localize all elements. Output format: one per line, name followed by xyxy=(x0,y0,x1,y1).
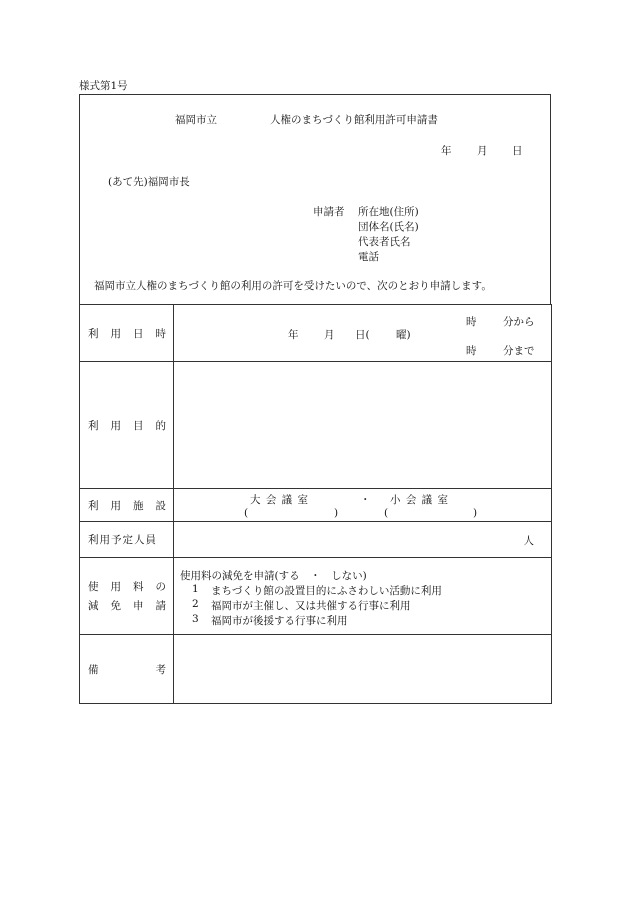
application-table xyxy=(79,304,552,704)
fee-option-3[interactable]: 福岡市が後援する行事に利用 xyxy=(211,615,348,627)
usage-year-label: 年 xyxy=(288,329,299,341)
facility-row xyxy=(80,489,552,522)
date-year-label: 年 xyxy=(441,145,452,157)
room-separator: ・ xyxy=(360,494,371,506)
expected-count-field[interactable] xyxy=(174,522,552,558)
addressee: (あて先)福岡市長 xyxy=(108,176,190,188)
usage-weekday-label: 曜) xyxy=(396,329,411,341)
fee-reduction-row xyxy=(80,558,552,635)
applicant-phone-field[interactable]: 電話 xyxy=(358,251,379,263)
fee-option-1-num: 1 xyxy=(192,583,199,595)
usage-datetime-field[interactable] xyxy=(174,305,552,362)
fee-option-2-num: 2 xyxy=(192,598,199,610)
person-unit: 人 xyxy=(523,535,534,547)
applicant-org-name-field[interactable]: 団体名(氏名) xyxy=(358,221,419,233)
fee-reduction-field xyxy=(174,558,552,635)
fee-option-3-num: 3 xyxy=(192,613,199,625)
applicant-representative-field[interactable]: 代表者氏名 xyxy=(358,236,411,248)
purpose-label: 利 用 目 的 xyxy=(80,362,174,489)
date-month-label: 月 xyxy=(477,145,488,157)
applicant-address-field[interactable]: 所在地(住所) xyxy=(358,206,419,218)
date-day-label: 日 xyxy=(512,145,523,157)
end-hour-label: 時 xyxy=(466,345,477,357)
fee-reduction-question[interactable]: 使用料の減免を申請(する ・ しない) xyxy=(180,570,367,582)
large-room-option[interactable]: 大 会 議 室 xyxy=(250,494,310,506)
start-hour-label: 時 xyxy=(466,316,477,328)
small-room-paren-open: ( xyxy=(384,507,389,519)
remarks-row xyxy=(80,635,552,704)
fee-option-1[interactable]: まちづくり館の設置目的にふさわしい活動に利用 xyxy=(211,585,442,597)
applicant-label: 申請者 xyxy=(313,206,345,218)
large-room-paren-open: ( xyxy=(244,507,249,519)
small-room-paren-close: ) xyxy=(473,507,478,519)
remarks-field[interactable] xyxy=(174,635,552,704)
end-until-label: 分まで xyxy=(503,345,535,357)
large-room-paren-close: ) xyxy=(334,507,339,519)
usage-datetime-label: 利 用 日 時 xyxy=(80,305,174,362)
declaration-text: 福岡市立人権のまちづくり館の利用の許可を受けたいので、次のとおり申請します。 xyxy=(94,280,492,292)
remarks-label: 備 考 xyxy=(80,635,174,704)
form-number: 様式第1号 xyxy=(79,80,128,92)
fee-option-2[interactable]: 福岡市が主催し、又は共催する行事に利用 xyxy=(211,600,411,612)
usage-datetime-row xyxy=(80,305,552,362)
fee-reduction-label: 使 用 料 の 減 免 申 請 xyxy=(80,558,174,635)
form-title-prefix: 福岡市立 xyxy=(175,114,217,126)
usage-day-label: 日( xyxy=(355,329,370,341)
facility-field xyxy=(174,489,552,522)
facility-label: 利 用 施 設 xyxy=(80,489,174,522)
purpose-field[interactable] xyxy=(174,362,552,489)
start-from-label: 分から xyxy=(503,316,535,328)
small-room-option[interactable]: 小 会 議 室 xyxy=(390,494,450,506)
expected-count-label: 利用予定人員 xyxy=(80,522,174,558)
form-title: 人権のまちづくり館利用許可申請書 xyxy=(270,114,438,126)
purpose-row xyxy=(80,362,552,489)
usage-month-label: 月 xyxy=(324,329,335,341)
expected-count-row xyxy=(80,522,552,558)
